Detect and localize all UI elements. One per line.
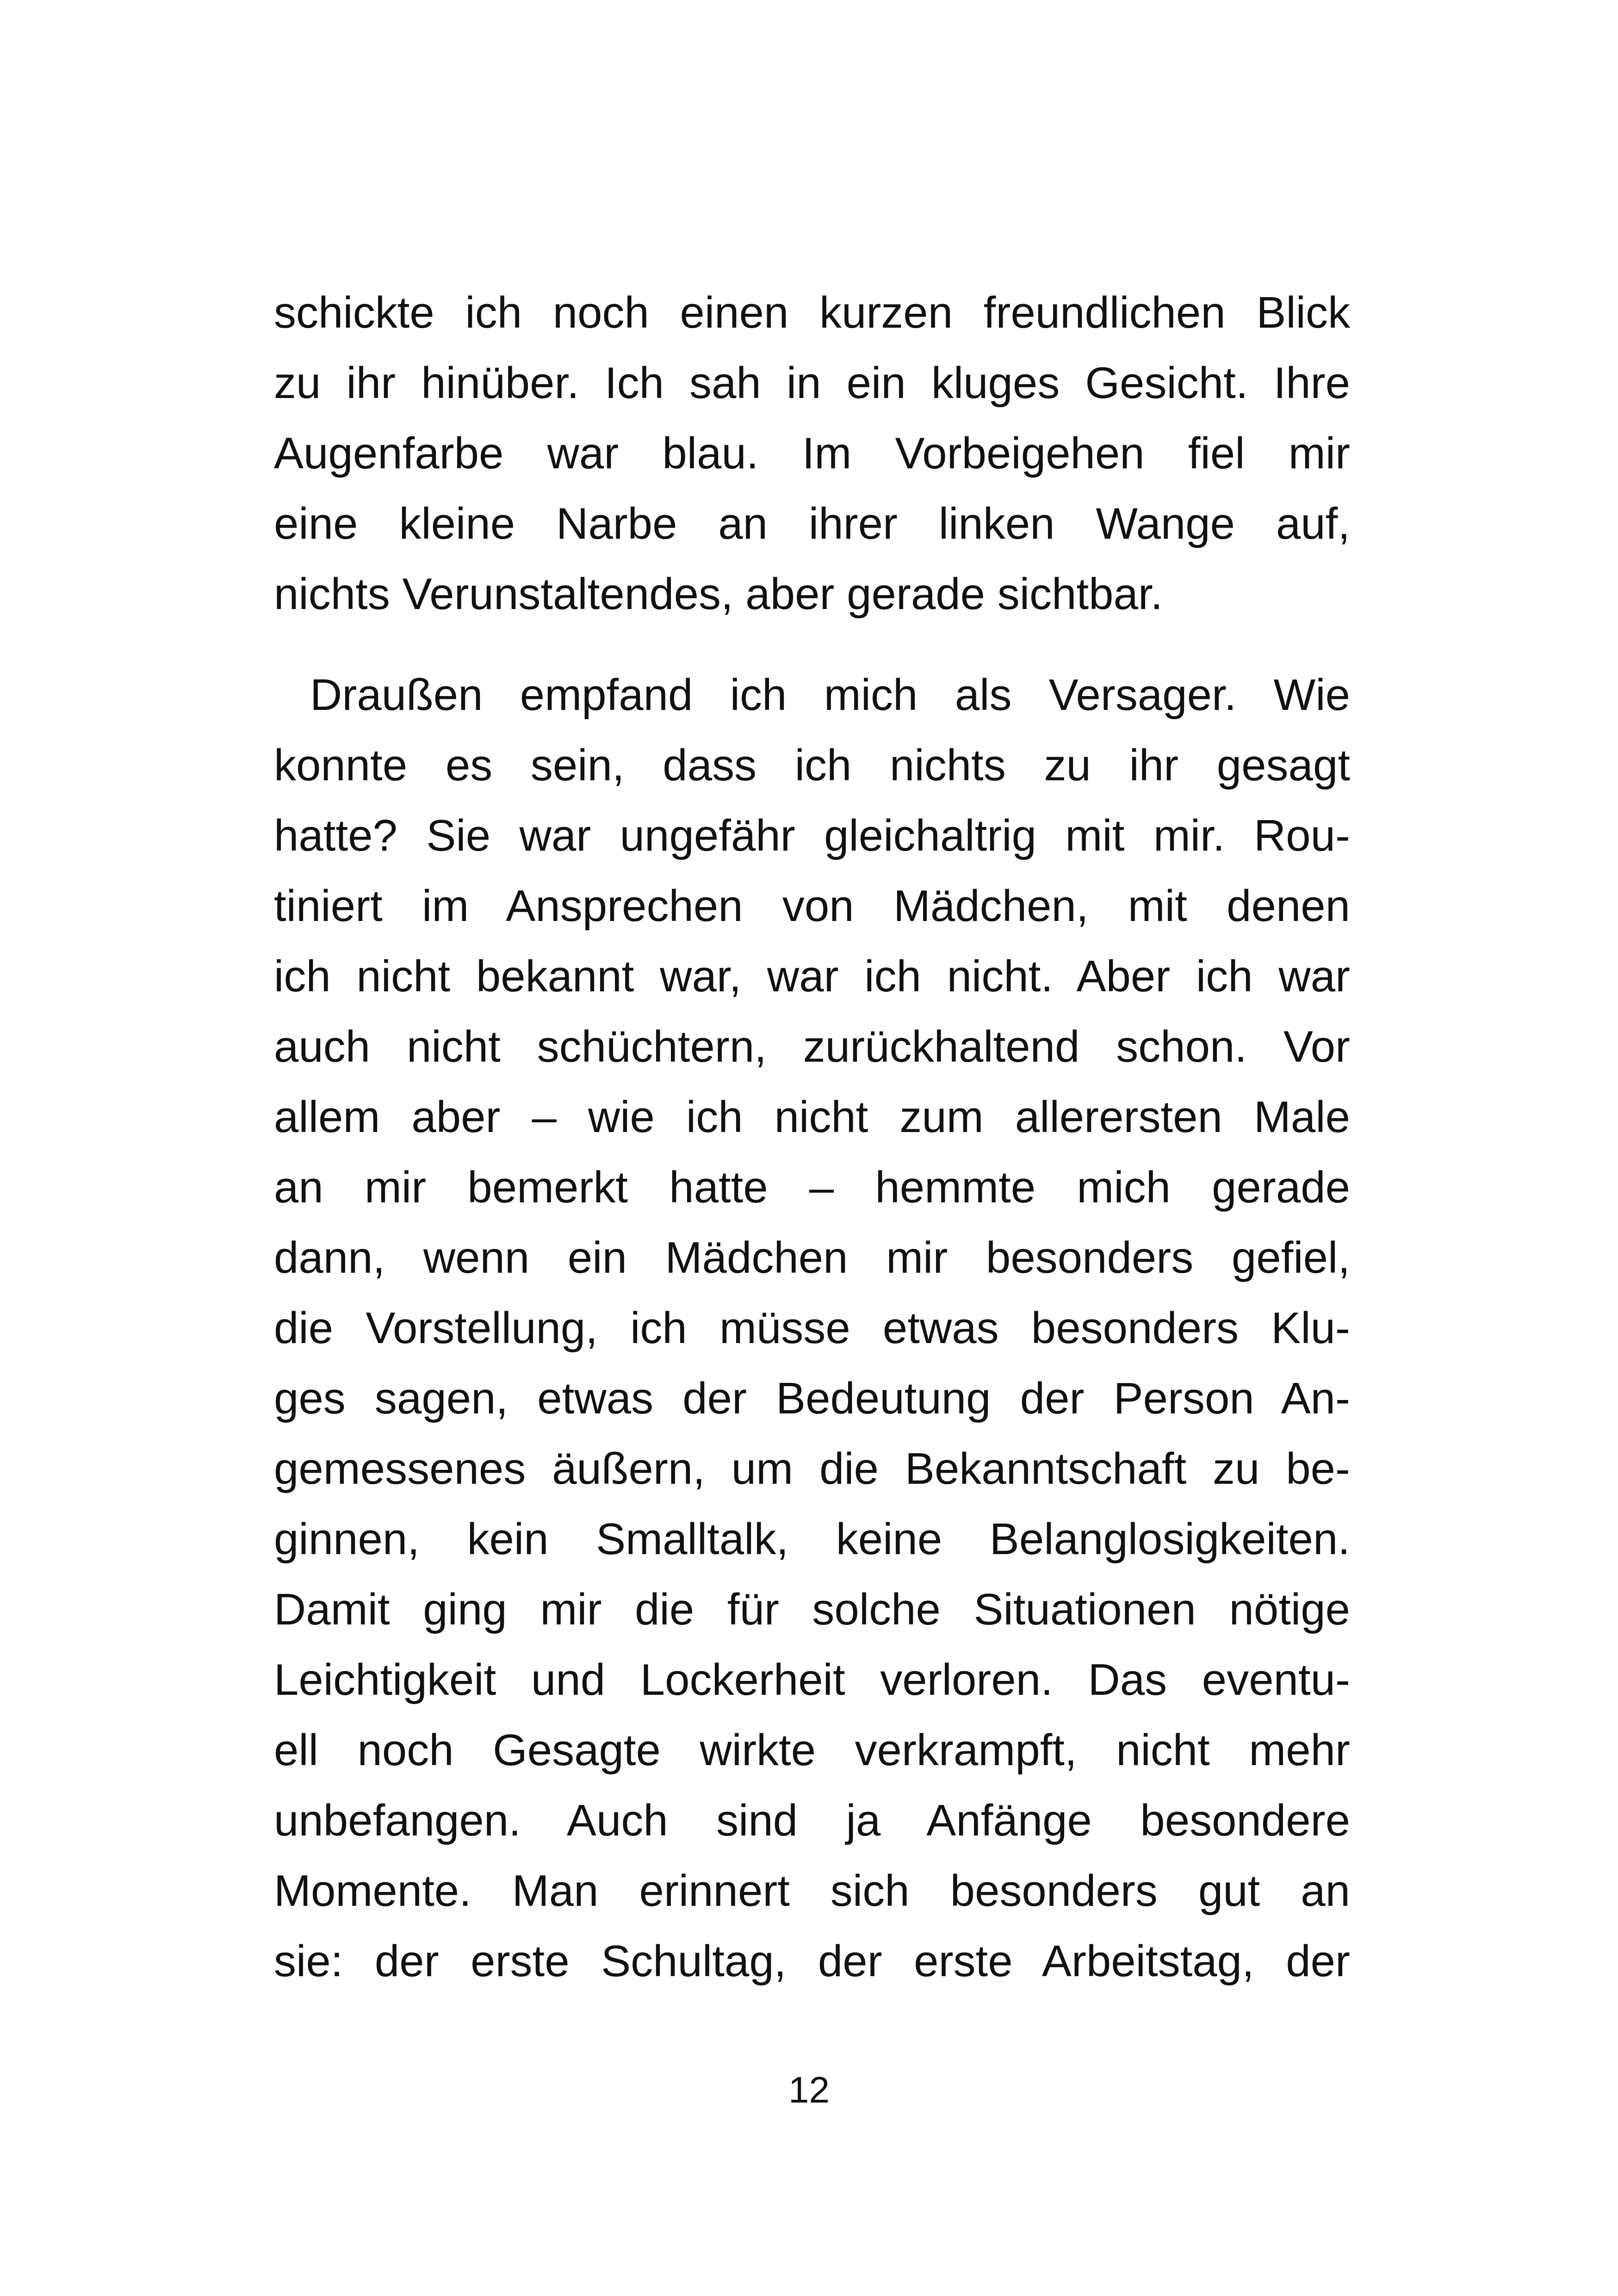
paragraph-2 xyxy=(274,660,1350,1997)
text-line: hatte? Sie war ungefähr gleichaltrig mit mir. Rou- xyxy=(274,811,1350,860)
text-line: Leichtigkeit und Lockerheit verloren. Das eventu- xyxy=(274,1655,1350,1705)
text-line: konnte es sein, dass ich nichts zu ihr gesagt xyxy=(274,740,1350,790)
text-line: tiniert im Ansprechen von Mädchen, mit denen xyxy=(274,881,1350,931)
text-line: ell noch Gesagte wirkte verkrampft, nicht mehr xyxy=(274,1725,1350,1775)
text-line: an mir bemerkt hatte – hemmte mich gerade xyxy=(274,1163,1350,1212)
text-line: Augenfarbe war blau. Im Vorbeigehen fiel mir xyxy=(274,429,1350,478)
text-line: die Vorstellung, ich müsse etwas besonders Klu- xyxy=(274,1303,1350,1353)
paragraph-1 xyxy=(274,278,1350,629)
text-line: ich nicht bekannt war, war ich nicht. Aber ich war xyxy=(274,952,1350,1001)
text-line: dann, wenn ein Mädchen mir besonders gefiel, xyxy=(274,1233,1350,1282)
text-line: unbefangen. Auch sind ja Anfänge besondere xyxy=(274,1796,1350,1845)
text-line: Draußen empfand ich mich als Versager. Wie xyxy=(310,670,1350,720)
text-line: nichts Verunstaltendes, aber gerade sichtbar. xyxy=(274,569,1163,619)
page-number: 12 xyxy=(788,2069,830,2110)
text-line: Damit ging mir die für solche Situationen nötige xyxy=(274,1585,1350,1634)
text-line: ges sagen, etwas der Bedeutung der Person An- xyxy=(274,1374,1350,1423)
text-line: auch nicht schüchtern, zurückhaltend schon. Vor xyxy=(274,1022,1350,1071)
text-line: eine kleine Narbe an ihrer linken Wange auf, xyxy=(274,499,1350,548)
text-line: Momente. Man erinnert sich besonders gut an xyxy=(274,1866,1350,1916)
text-line: gemessenes äußern, um die Bekanntschaft zu be- xyxy=(274,1444,1350,1493)
text-line: allem aber – wie ich nicht zum allerersten Male xyxy=(274,1092,1350,1142)
text-line: ginnen, kein Smalltalk, keine Belanglosigkeiten. xyxy=(274,1514,1350,1564)
text-line: sie: der erste Schultag, der erste Arbeitstag, der xyxy=(274,1936,1350,1986)
text-line: schickte ich noch einen kurzen freundlichen Blick xyxy=(274,288,1350,337)
text-line: zu ihr hinüber. Ich sah in ein kluges Gesicht. Ihre xyxy=(274,358,1350,408)
